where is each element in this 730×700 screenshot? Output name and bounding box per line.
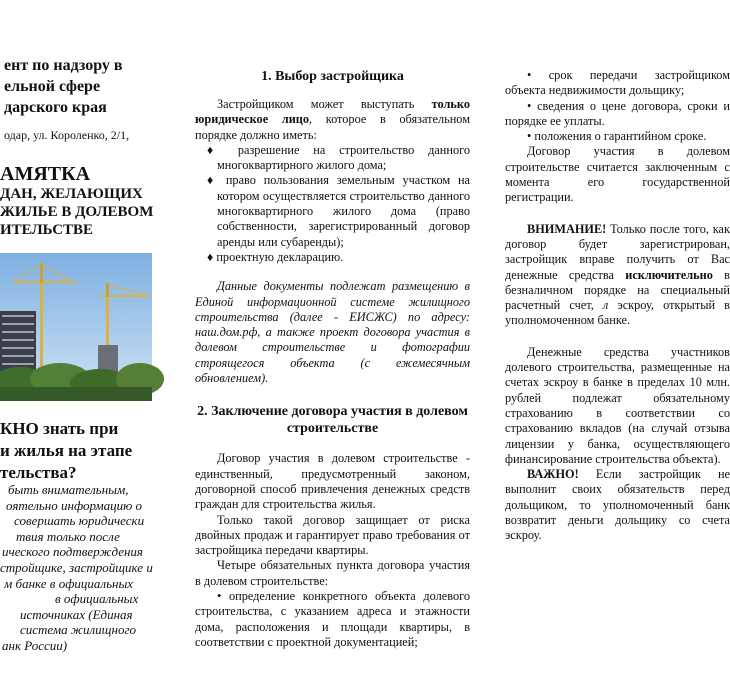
s1-intro-bold: только юридическое лицо (195, 97, 470, 127)
important-paragraph (505, 467, 730, 543)
advice-line: система жилищного (20, 622, 137, 638)
advice-line: анк России) (2, 637, 68, 653)
advice-line: быть внимательным, (8, 482, 129, 497)
attention-emphasis: исключительно (625, 267, 713, 282)
s2-paragraph: Только такой договор защищает от риска двойных продаж и гарантирует право требования от застройщика передачи квартиры. (195, 512, 470, 558)
title-line: ДАН, ЖЕЛАЮЩИХ (0, 186, 143, 202)
department-heading (4, 55, 123, 118)
advice-text (0, 482, 160, 654)
s1-item: ♦ проектную декларацию. (207, 249, 344, 264)
middle-column (195, 0, 470, 700)
s1-note: Данные документы подлежат размещению в Единой информационной системе жилищного строительства (далее - ЕИСЖС) по адресу: наш.дом.рф, а также проект договора участия в долевом строительстве и фотографии строящегося объекта (с ежемесячным обновлением). (195, 279, 470, 386)
contract-item: • положения о гарантийном сроке. (527, 129, 707, 144)
s1-intro-text: Застройщиком может выступать (217, 97, 432, 111)
department-address: одар, ул. Короленко, 2/1, (4, 128, 130, 142)
question-line: КНО знать при (0, 419, 119, 438)
contract-item: • срок передачи застройщиком объекта недвижимости дольщику; (505, 68, 730, 98)
advice-line: в официальных (55, 591, 139, 607)
heading-line: дарского края (4, 99, 107, 116)
attention-text: в безналичном порядке на специальный расчетный счет, (505, 267, 730, 313)
heading-line: ельной сфере (4, 78, 101, 95)
advice-line: стройщике, застройщике и (0, 559, 153, 575)
attention-label: ВНИМАНИЕ! (527, 221, 607, 236)
title-line: ИТЕЛЬСТВЕ (0, 222, 94, 238)
s1-item: ♦ право пользования земельным участком на котором осуществляется строительство данного многоквартирного жилого дома (право собственности, зарегистрированный договор аренды или субаренды); (207, 173, 470, 249)
contract-item: • сведения о цене договора, сроки и порядке ее уплаты. (505, 98, 730, 128)
right-column (505, 0, 730, 700)
s1-intro-text-end: , которое в обязательном порядке должно иметь: (195, 112, 471, 142)
advice-line: источниках (Единая (20, 606, 133, 622)
registration-paragraph: Договор участия в долевом строительстве считается заключенным с момента его государственной регистрации. (505, 144, 730, 205)
advice-line: м банке в официальных (4, 575, 134, 591)
question-line: и жилья на этапе (0, 441, 133, 460)
title-line: ЖИЛЬЕ В ДОЛЕВОМ (0, 204, 154, 220)
question-heading (0, 418, 132, 484)
s2-paragraph: Четыре обязательных пункта договора участия в долевом строительстве: (195, 558, 470, 588)
construction-photo (0, 253, 152, 401)
attention-italic: л (602, 298, 609, 313)
important-text: Если застройщик не выполнит своих обязательств перед дольщиком, то уполномоченный банк возвратит деньги дольщику со счета эскроу. (505, 467, 730, 543)
advice-line: твия только после (16, 528, 120, 544)
funds-paragraph: Денежные средства участников долевого строительства, размещенные на счетах эскроу в банке в пределах 10 млн. рублей подлежат обязательному страхованию в соответствии со страхованию вкладов (на случай отзыва лицензии у банка, осуществляющего финансирование строительства объекта). (505, 344, 730, 466)
important-label: ВАЖНО! (527, 467, 579, 482)
section2-title: 2. Заключение договора участия в долевом строительстве (197, 404, 468, 437)
attention-paragraph (505, 222, 730, 329)
question-line: тельства? (0, 463, 77, 482)
s1-intro (195, 97, 470, 143)
advice-line: ического подтверждения (2, 544, 143, 560)
s2-item: • определение конкретного объекта долевого строительства, с указанием адреса и этажности дома, расположения и площади квартиры, в соответствии с проектной документацией; (195, 589, 470, 649)
attention-text: эскроу, открытый в уполномоченном банке. (505, 298, 730, 328)
section1-title: 1. Выбор застройщика (261, 69, 404, 84)
advice-line: оятельно информацию о (6, 497, 143, 513)
advice-line: совершать юридически (14, 513, 145, 529)
s1-item: ♦ разрешение на строительство данного многоквартирного жилого дома; (207, 142, 470, 173)
s2-paragraph: Договор участия в долевом строительстве - единственный, предусмотренный законом, договорной способ привлечения денежных средств граждан для строительства жилья. (195, 451, 470, 512)
title-line: АМЯТКА (0, 163, 91, 185)
left-column (0, 0, 160, 700)
leaflet-title (0, 163, 153, 239)
heading-line: ент по надзору в (4, 57, 123, 74)
attention-text: Только после того, как договор будет зарегистрирован, застройщик вправе получить от Вас денежные средства (505, 221, 730, 282)
